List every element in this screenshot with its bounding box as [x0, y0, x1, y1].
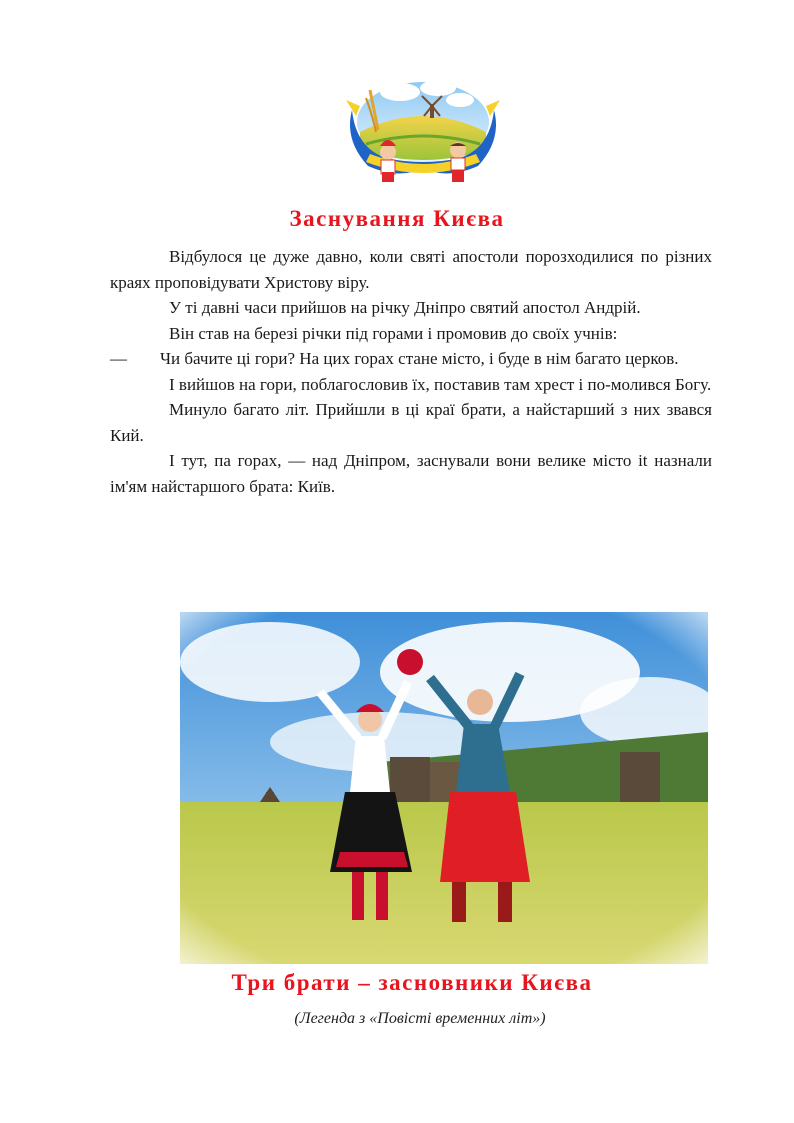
paragraph-2: У ті давні часи прийшов на річку Дніпро святий апостол Андрій.	[169, 298, 641, 317]
ukrainian-emblem-icon	[330, 70, 516, 188]
paragraph-1: Відбулося це дуже давно, коли святі апостоли порозходилися по різних краях проповідувати Христову віру.	[110, 247, 712, 292]
caption-title: Три брати – засновники Києва	[231, 970, 593, 995]
paragraph-3: Він став на березі річки під горами і промовив до своїх учнів:	[169, 323, 618, 343]
legend-text	[110, 244, 712, 499]
dialogue-dash: —	[110, 349, 127, 368]
paragraph-5: І вийшов на гори, поблагословив їх, поставив там хрест і по-молився Богу.	[169, 374, 712, 394]
paragraph-4	[110, 346, 712, 372]
caption-source: (Легенда з «Повісті временних літ»)	[294, 1010, 546, 1027]
photo-dancers-field	[180, 612, 708, 964]
paragraph-6: Минуло багато літ. Прийшли в ці краї брати, а найстарший з них звався Кий.	[110, 400, 712, 445]
paragraph-7: І тут, па горах, — над Дніпром, заснували вони велике місто іt назнали ім'ям найстаршого брата: Київ.	[110, 451, 712, 496]
page-title: Заснування Києва	[289, 206, 505, 231]
paragraph-4-text: Чи бачите ці гори? На цих горах стане місто, і буде в нім багато церков.	[160, 349, 679, 368]
